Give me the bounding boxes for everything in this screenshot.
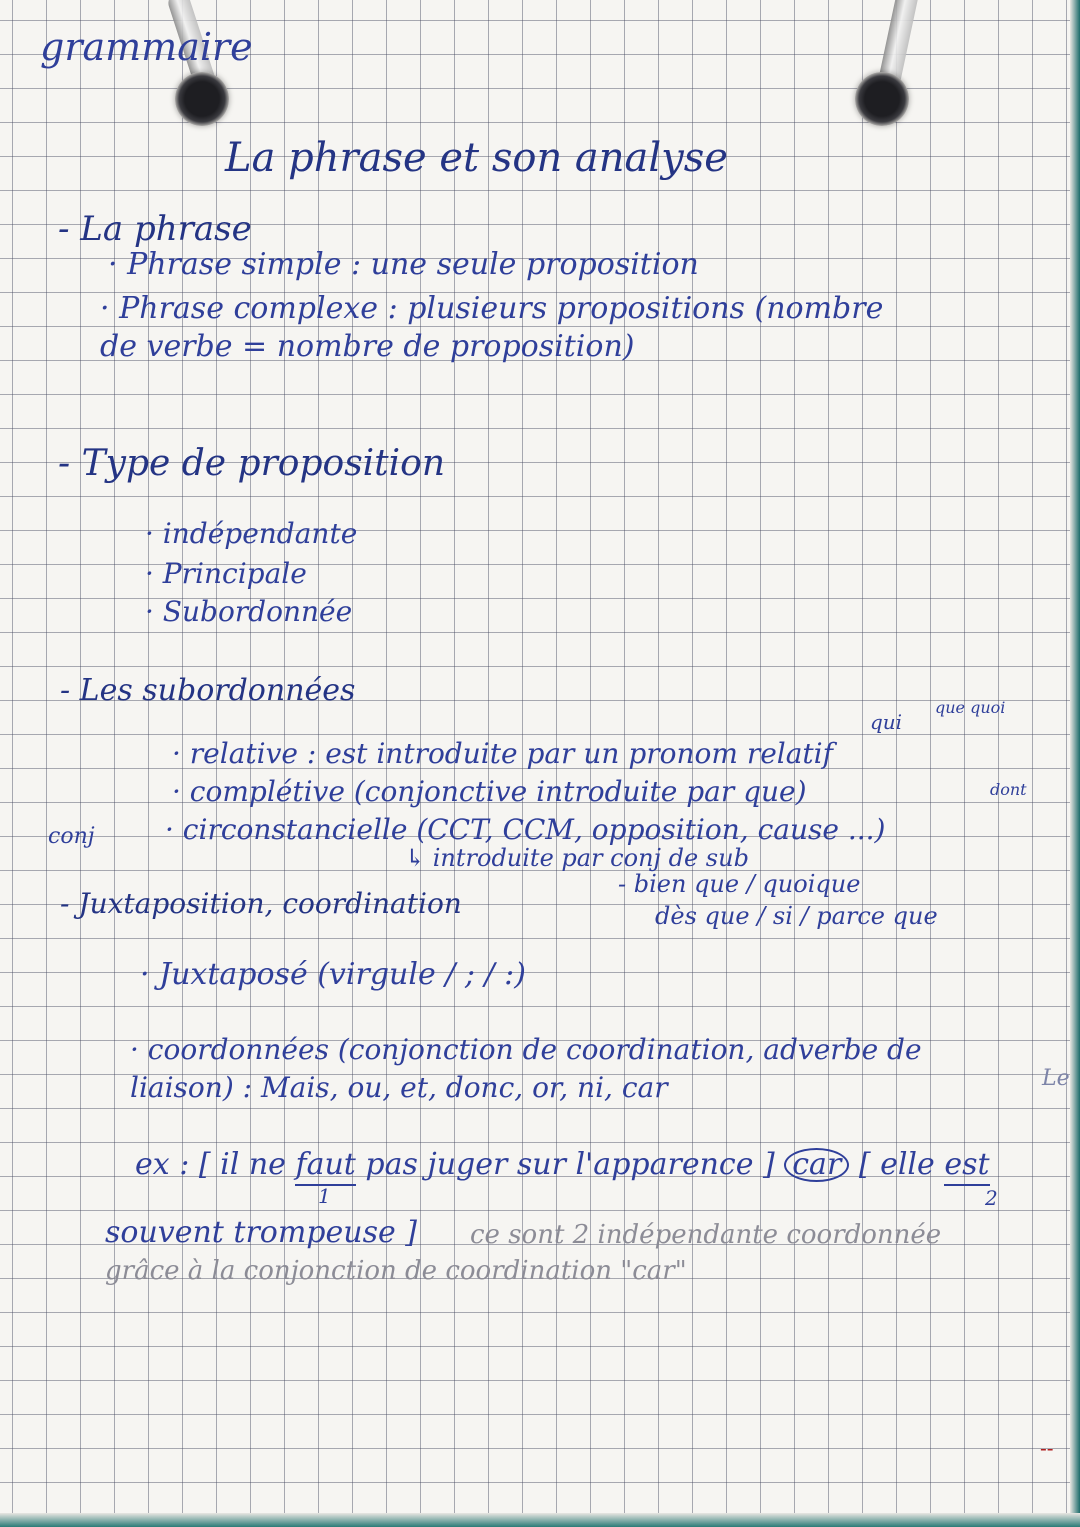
subordonnee-circonstancielle: · circonstancielle (CCT, CCM, opposition, cause ...): [165, 813, 886, 846]
example-conjunction: car: [784, 1148, 849, 1182]
section-heading-phrase: - La phrase: [58, 209, 252, 249]
conj-list-line-1: - bien que / quoique: [618, 870, 861, 898]
section-heading-type: - Type de proposition: [58, 443, 446, 484]
example-verb-2: est: [944, 1147, 989, 1186]
phrase-complexe-line-1: · Phrase complexe : plusieurs propositions (nombre: [100, 291, 884, 326]
notebook-bottom-edge: [0, 1513, 1080, 1527]
binder-hole-right: [855, 72, 909, 126]
note-qui: qui: [870, 710, 903, 734]
subordonnee-completive: · complétive (conjonctive introduite par que): [172, 775, 807, 808]
juxtapose-line: · Juxtaposé (virgule / ; / :): [140, 957, 526, 992]
type-item-independante: · indépendante: [145, 517, 358, 550]
example-line-1: [135, 1148, 990, 1182]
notebook-cover-edge: [1070, 0, 1080, 1527]
note-dont: dont: [990, 780, 1027, 799]
margin-note-conj: conj: [48, 824, 95, 849]
example-line-2: souvent trompeuse ]: [105, 1215, 417, 1250]
example-prefix: ex : [: [135, 1147, 211, 1182]
example-part-1c: pas juger sur l'apparence ]: [365, 1147, 775, 1182]
page-title: La phrase et son analyse: [225, 135, 728, 181]
example-verb-1: faut: [295, 1147, 355, 1186]
subject-label: grammaire: [40, 25, 253, 69]
example-number-2: 2: [985, 1186, 998, 1210]
binder-hole-left: [175, 72, 229, 126]
coordonnees-line-2: liaison) : Mais, ou, et, donc, or, ni, car: [130, 1071, 668, 1104]
section-heading-juxtaposition: - Juxtaposition, coordination: [60, 887, 462, 920]
section-heading-subordonnees: - Les subordonnées: [60, 673, 356, 708]
subordonnee-relative: · relative : est introduite par un pronom relatif: [172, 737, 833, 770]
example-number-1: 1: [318, 1184, 331, 1208]
introduite-par-conj: ↳ introduite par conj de sub: [405, 844, 749, 872]
edge-text: Le: [1042, 1066, 1070, 1091]
example-comment-2: grâce à la conjonction de coordination "car": [105, 1256, 687, 1286]
phrase-complexe-line-2: de verbe = nombre de proposition): [100, 329, 635, 364]
coordonnees-line-1: · coordonnées (conjonction de coordination, adverbe de: [130, 1033, 922, 1066]
example-part-1a: il ne: [220, 1147, 286, 1182]
type-item-principale: · Principale: [145, 557, 307, 590]
example-comment-1: ce sont 2 indépendante coordonnée: [470, 1220, 942, 1250]
example-part-2a: [ elle: [858, 1147, 935, 1182]
edge-red-mark: --: [1040, 1436, 1054, 1460]
phrase-simple-line: · Phrase simple : une seule proposition: [108, 247, 699, 282]
note-que-quoi: que quoi: [935, 698, 1006, 717]
conj-list-line-2: dès que / si / parce que: [655, 902, 938, 930]
type-item-subordonnee: · Subordonnée: [145, 595, 353, 628]
